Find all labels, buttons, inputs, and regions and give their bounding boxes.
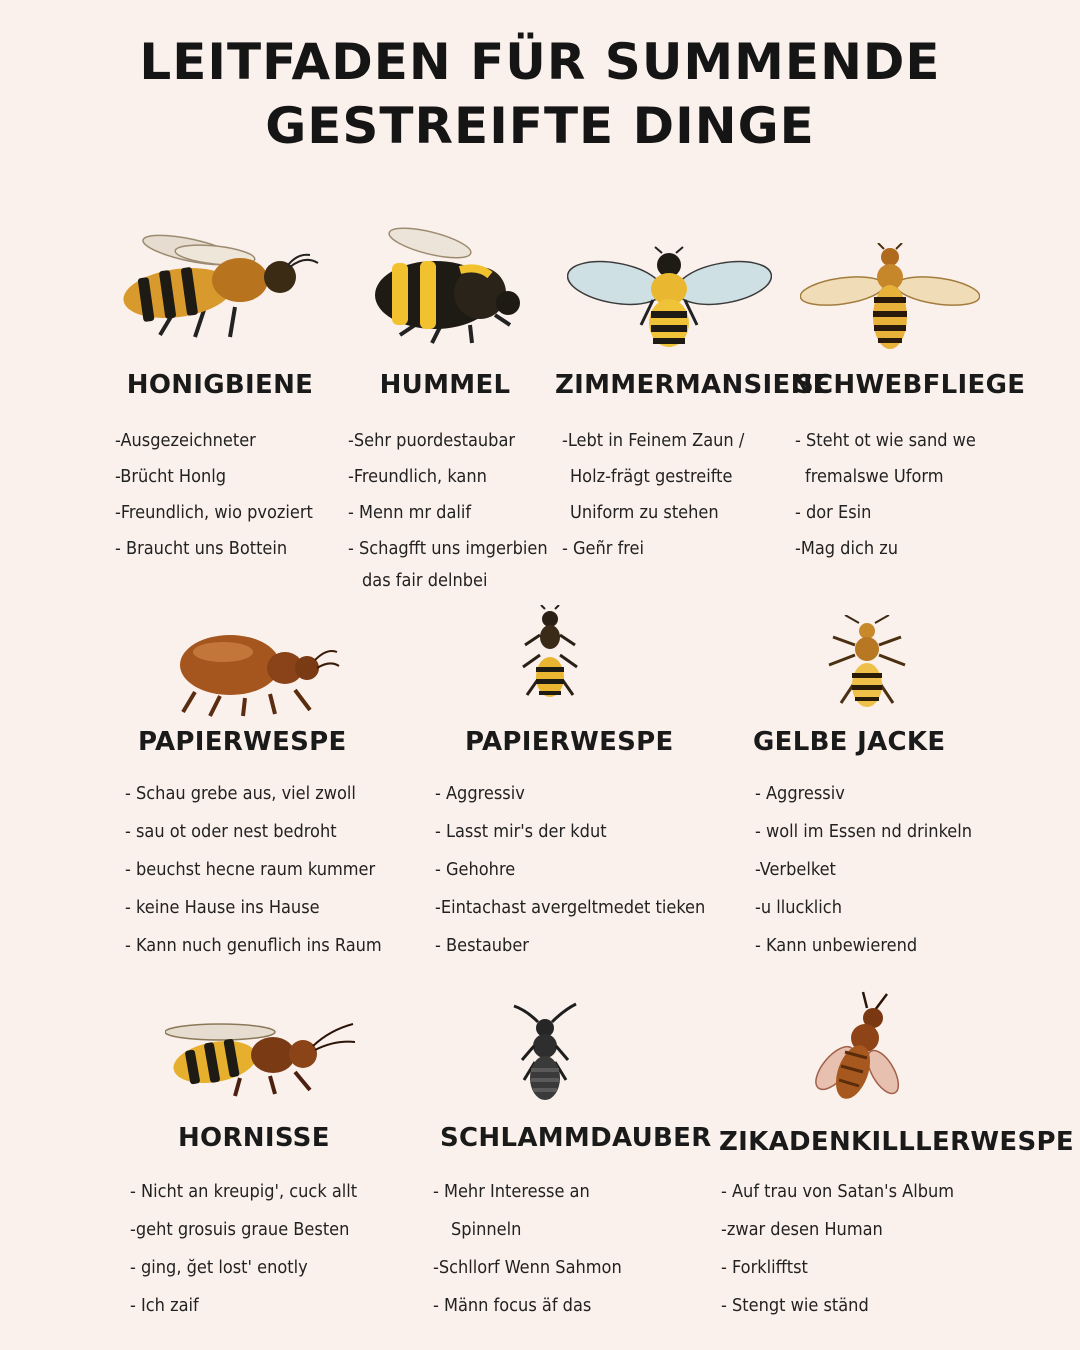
note-item: -Sehr puordestaubar	[348, 430, 516, 451]
notes-list	[115, 423, 313, 567]
card-title: PAPIERWESPE	[465, 727, 674, 757]
note-item: - Bestauber	[435, 935, 529, 956]
note-item: - Schau grebe aus, viel zwoll	[125, 783, 356, 804]
note-item: - Stengt wie ständ	[721, 1295, 869, 1316]
note-item: -Eintachast avergeltmedet tieken	[435, 897, 706, 918]
card-title: SCHWEBFLIEGE	[795, 370, 1026, 400]
notes-list	[755, 775, 972, 965]
notes-list	[433, 1173, 622, 1325]
note-item: - Steht ot wie sand we	[795, 430, 976, 451]
note-item: - Auf trau von Satan's Album	[721, 1181, 955, 1202]
notes-list	[130, 1173, 357, 1325]
note-item: -u llucklich	[755, 897, 842, 918]
card-title: ZIMMERMANSIENE	[555, 370, 831, 400]
note-item: -Brücht Honlg	[115, 466, 227, 487]
card-hummel	[345, 225, 548, 605]
note-item: - sau ot oder nest bedroht	[125, 821, 337, 842]
notes-list	[348, 423, 548, 595]
note-item: -Mag dich zu	[795, 538, 899, 559]
note-item: Holz-frägt gestreifte	[570, 466, 733, 487]
note-item: -Schllorf Wenn Sahmon	[433, 1257, 622, 1278]
note-item: - Gehohre	[435, 859, 516, 880]
note-item: - Kann nuch genuflich ins Raum	[125, 935, 382, 956]
card-hornisse	[110, 1005, 410, 1345]
note-item: -Freundlich, wio pvoziert	[115, 502, 313, 523]
card-title: PAPIERWESPE	[138, 727, 347, 757]
note-item: - Männ focus äf das	[433, 1295, 592, 1316]
note-item: - Mehr Interesse an	[433, 1181, 590, 1202]
note-item: -Ausgezeichneter	[115, 430, 256, 451]
mud-dauber-icon	[510, 1000, 580, 1105]
card-papierwespe-1	[100, 610, 400, 965]
notes-list	[721, 1173, 954, 1325]
title-line-2: GESTREIFTE DINGE	[265, 97, 815, 155]
card-title: SCHLAMMDAUBER	[440, 1123, 712, 1153]
note-item: - Geñr frei	[562, 538, 644, 559]
card-title: ZIKADENKILLLERWESPE	[719, 1127, 1074, 1157]
note-item: -Lebt in Feinem Zaun /	[562, 430, 745, 451]
note-item: - keine Hause ins Hause	[125, 897, 320, 918]
card-papierwespe-2	[430, 605, 730, 965]
note-item: - dor Esin	[795, 502, 872, 523]
note-item: - Forklifftst	[721, 1257, 808, 1278]
note-item: - Aggressiv	[755, 783, 845, 804]
title-line-1: LEITFADEN FÜR SUMMENDE	[139, 33, 941, 91]
note-item: - Menn mr dalif	[348, 502, 472, 523]
note-item: - Ich zaif	[130, 1295, 199, 1316]
note-item: - Lasst mir's der kdut	[435, 821, 607, 842]
note-item: - beuchst hecne raum kummer	[125, 859, 376, 880]
card-zikadenkillerwespe	[715, 990, 1074, 1345]
note-item: fremalswe Uform	[805, 466, 944, 487]
note-item: - Nicht an kreupig', cuck allt	[130, 1181, 358, 1202]
hoverfly-icon	[800, 243, 980, 355]
notes-list	[795, 423, 976, 567]
honeybee-icon	[120, 225, 320, 355]
note-item: - Aggressiv	[435, 783, 525, 804]
card-schlammdauber	[425, 1000, 712, 1345]
note-item: Spinneln	[451, 1219, 522, 1240]
note-item: das fair delnbei	[362, 570, 488, 591]
hornet-icon	[165, 1010, 355, 1100]
notes-list	[562, 423, 744, 567]
card-title: GELBE JACKE	[753, 727, 946, 757]
note-item: - woll im Essen nd drinkeln	[755, 821, 973, 842]
note-item: - Kann unbewierend	[755, 935, 918, 956]
carpenter-bee-icon	[567, 245, 772, 355]
note-item: - Schagfft uns imgerbien	[348, 538, 548, 559]
page-title	[0, 30, 1080, 158]
note-item: -Verbelket	[755, 859, 836, 880]
paper-wasp-brown-icon	[175, 620, 340, 720]
cicada-killer-icon	[805, 990, 915, 1110]
card-honigbiene	[100, 225, 340, 605]
card-title: HUMMEL	[379, 370, 511, 400]
card-schwebfliege	[795, 225, 1026, 605]
card-zimmermansiene	[555, 225, 831, 605]
note-item: Uniform zu stehen	[570, 502, 719, 523]
notes-list	[435, 775, 705, 965]
note-item: - ging, ğet lost' enotly	[130, 1257, 308, 1278]
note-item: - Braucht uns Bottein	[115, 538, 288, 559]
card-title: HORNISSE	[178, 1123, 330, 1153]
paper-wasp-icon	[515, 605, 585, 705]
yellow-jacket-icon	[825, 615, 910, 715]
card-gelbe-jacke	[745, 610, 1035, 965]
note-item: -Freundlich, kann	[348, 466, 487, 487]
note-item: -geht grosuis graue Besten	[130, 1219, 350, 1240]
notes-list	[125, 775, 382, 965]
card-title: HONIGBIENE	[126, 370, 314, 400]
note-item: -zwar desen Human	[721, 1219, 883, 1240]
bumblebee-icon	[360, 225, 530, 355]
